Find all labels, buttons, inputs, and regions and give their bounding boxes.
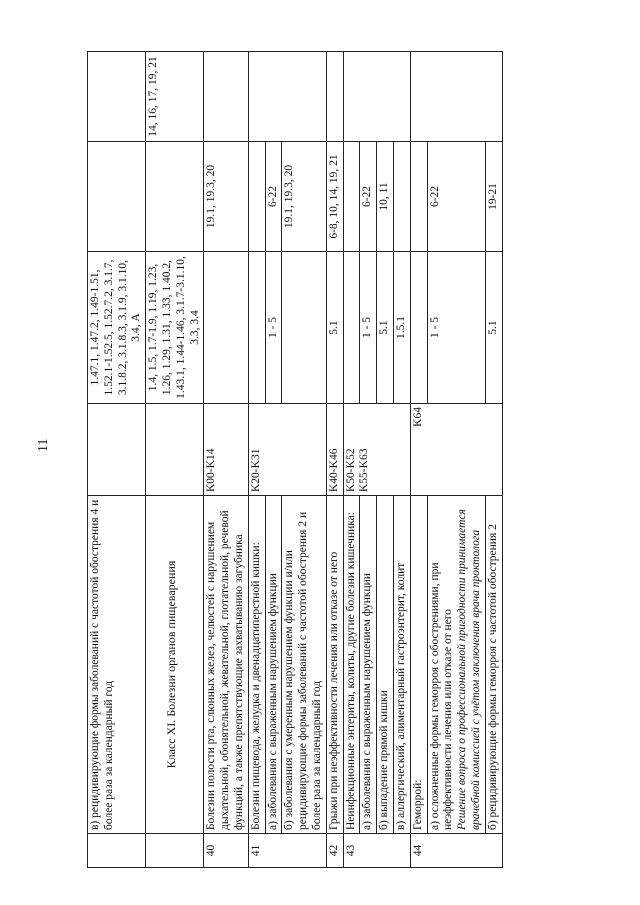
table-row	[146, 52, 204, 868]
disease-table	[87, 51, 503, 868]
row-code: K64	[410, 404, 502, 496]
row-c5: 6-22	[427, 142, 485, 252]
row-subitem: а) заболевания с выраженным нарушением функции	[360, 496, 377, 834]
row-c4: 1 - 5	[360, 252, 377, 404]
row-c6	[88, 52, 146, 142]
row-number: 40	[204, 834, 248, 868]
row-code: K00-K14	[204, 404, 248, 496]
landscape-page	[87, 52, 640, 868]
row-number: 44	[410, 834, 502, 868]
row-c5: 6-22	[360, 142, 377, 252]
page-number: 11	[36, 438, 51, 452]
row-c4: 5.1	[326, 252, 343, 404]
row-subitem: в) аллергический, алиментарный гастроэнтерит, колит	[393, 496, 410, 834]
row-c4: 1.47.1, 1.47.2, 1.49-1.51, 1.52.1-1.52.5, 1.52.7.2, 3.1.7, 3.1.8.2, 3.1.8.3, 3.1.9, 3.1.10, 3.4, А	[88, 252, 146, 404]
row-subitem: а) осложненные формы геморроя с обострениями, при неэффективности лечения или отказе от него	[428, 562, 455, 830]
table-row	[88, 52, 146, 868]
row-subitem: б) выпадение прямой кишки	[377, 496, 394, 834]
row-c4: 1.4, 1.5, 1.7-1.9, 1.19, 1.23, 1.26, 1.29, 1.31, 1.33, 1.40.2, 1.43.1, 1.44-1.46, 3.1.7-3.1.10, 3.3, 3.4	[146, 252, 204, 404]
row-c5: 6-8, 10, 14, 19, 21	[326, 142, 343, 252]
row-c5: 6-22	[265, 142, 282, 252]
row-c5: 10, 11	[377, 142, 394, 252]
table-row	[410, 52, 427, 868]
row-number: 43	[343, 834, 410, 868]
row-code: K20-K31	[248, 404, 326, 496]
row-code: K50-K52 K55-K63	[343, 404, 410, 496]
table-row	[204, 52, 248, 868]
row-c4: 5.1	[377, 252, 394, 404]
row-c4: 5.1	[485, 252, 502, 404]
row-number: 42	[326, 834, 343, 868]
row-text: Грыжи при неэффективности лечения или отказе от него	[326, 496, 343, 834]
row-c5: 19.1, 19.3, 20	[282, 142, 326, 252]
row-c5: 19.1, 19.3, 20	[204, 142, 248, 252]
row-text: Геморрой:	[410, 496, 427, 834]
row-c5: 19-21	[485, 142, 502, 252]
row-text: Болезни пищевода, желудка и двенадцатиперстной кишки:	[248, 496, 265, 834]
class-heading: Класс XI. Болезни органов пищеварения	[146, 496, 204, 834]
row-text: Болезни полости рта, слюнных желез, челюстей с нарушением дыхательной, обонятельной, жевательной, глотательной, речевой функций, а также препятствующие захватыванию загубника	[204, 496, 248, 834]
row-c6: 14, 16, 17, 19, 21	[146, 52, 204, 142]
table-row	[326, 52, 343, 868]
row-c4: 1.5.1	[393, 252, 410, 404]
row-subitem: б) заболевания с умеренным нарушением функции и/или рецидивирующие формы заболеваний с частотой обострения 2 и более раза за календарный год	[282, 496, 326, 834]
row-text: в) рецидивирующие формы заболеваний с частотой обострения 4 и более раза за календарный год	[88, 496, 146, 834]
row-c4: 1 - 5	[265, 252, 282, 404]
row-subitem: б) рецидивирующие формы геморроя с частотой обострения 2	[485, 496, 502, 834]
row-subitem: а) заболевания с выраженным нарушением функции	[265, 496, 282, 834]
row-c4: 1 - 5	[427, 252, 485, 404]
table-row	[343, 52, 360, 868]
row-number: 41	[248, 834, 326, 868]
table-row	[248, 52, 265, 868]
row-code: K40-K46	[326, 404, 343, 496]
row-note: Решение вопроса о профессиональной пригодности принимается врачебной комиссией с учётом заключения врача проктолога	[456, 509, 482, 830]
row-text: Неинфекционные энтериты, колиты, другие болезни кишечника:	[343, 496, 360, 834]
